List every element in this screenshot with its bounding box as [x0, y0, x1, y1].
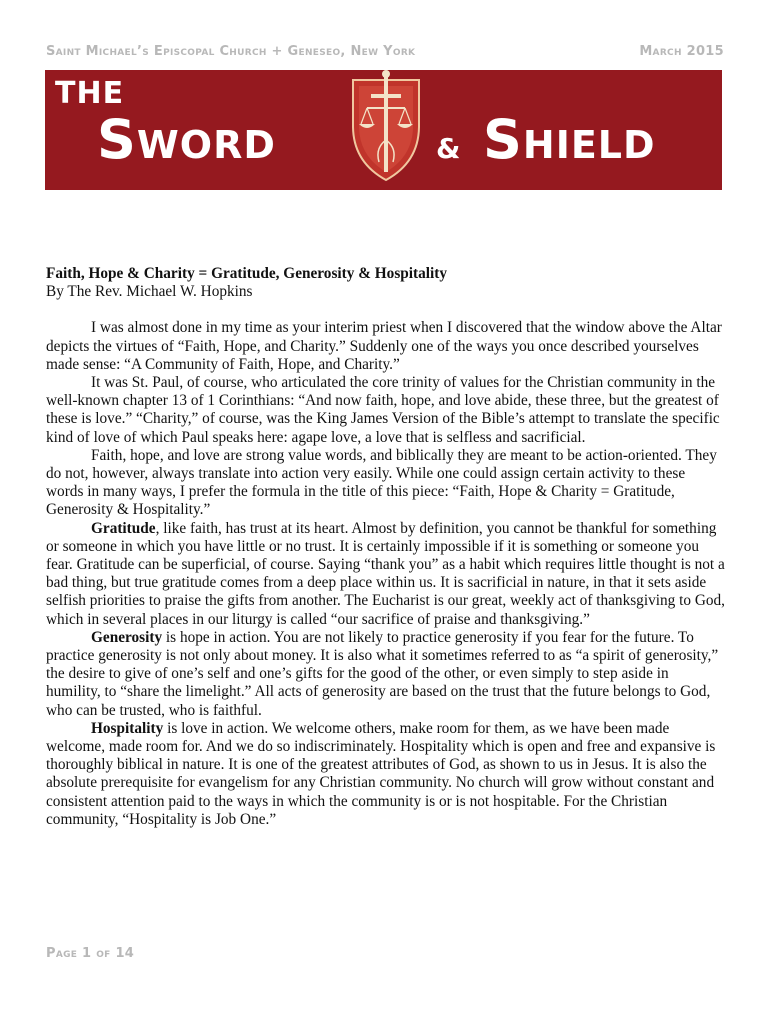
- article-paragraph: [46, 319, 726, 374]
- paragraph-text: , like faith, has trust at its heart. Almost by definition, you cannot be thankful for something or someone in which you have little or no trust. It is certainly impossible if it is something or someone you fear. Gratitude can be superficial, of course. Saying “thank you” as a habit which requires little thought is not a bad thing, but true gratitude comes from a deep place within us. It is sacrificial in nature, in that it sets aside selfish priorities to praise the gifts from another. The Eucharist is our great, weekly act of thanksgiving to God, which in several places in our liturgy is called “our sacrifice of praise and thanksgiving.”: [46, 519, 725, 628]
- paragraph-lead: Generosity: [91, 628, 163, 646]
- issue-date: March 2015: [639, 44, 724, 59]
- masthead-ampersand: &: [436, 132, 461, 165]
- article-paragraph: [46, 447, 726, 520]
- article-title: Faith, Hope & Charity = Gratitude, Generosity & Hospitality: [46, 265, 448, 282]
- page-number: Page 1 of 14: [46, 946, 135, 961]
- church-name: Saint Michael’s Episcopal Church + Geneseo, New York: [46, 44, 416, 59]
- article-paragraph: [46, 374, 726, 447]
- article-paragraph: [46, 629, 726, 720]
- paragraph-text: Faith, hope, and love are strong value words, and biblically they are meant to be action-oriented. They do not, however, always translate into action very easily. While one could assign certain activity to these words in many ways, I prefer the formula in the title of this piece: “Faith, Hope & Charity = Gratitude, Generosity & Hospitality.”: [46, 446, 717, 519]
- article-paragraph: [46, 520, 726, 629]
- article: [46, 265, 726, 829]
- paragraph-text: It was St. Paul, of course, who articulated the core trinity of values for the Christian community in the well-known chapter 13 of 1 Corinthians: “And now faith, hope, and love abide, these three, but the greatest of these is love.” “Charity,” of course, was the King James Version of the Bible’s attempt to translate the specific kind of love of which Paul speaks here: agape love, a love that is selfless and sacrificial.: [46, 374, 720, 446]
- paragraph-text: is love in action. We welcome others, make room for them, as we have been made welcome, made room for. And we do so indiscriminately. Hospitality which is open and free and expansive is thoroughly biblical in nature. It is one of the greatest attributes of God, as shown to us in Jesus. It is also the absolute prerequisite for evangelism for any Christian community. No church will grow without constant and consistent attention paid to the ways in which the community is or is not hospitable. For the Christian community, “Hospitality is Job One.”: [46, 719, 716, 828]
- masthead-sword: Sword: [97, 108, 276, 171]
- paragraph-text: I was almost done in my time as your interim priest when I discovered that the window above the Altar depicts the virtues of “Faith, Hope, and Charity.” Suddenly one of the ways you once described yourselves made sense: “A Community of Faith, Hope, and Charity.”: [46, 319, 722, 373]
- paragraph-lead: Gratitude: [91, 519, 156, 537]
- newsletter-masthead: [45, 70, 722, 190]
- article-byline: By The Rev. Michael W. Hopkins: [46, 283, 253, 301]
- article-paragraph: [46, 720, 726, 829]
- masthead-the: THE: [55, 76, 125, 111]
- running-header: [46, 44, 724, 59]
- paragraph-lead: Hospitality: [91, 719, 164, 737]
- masthead-shield: Shield: [483, 108, 656, 171]
- paragraph-text: is hope in action. You are not likely to practice generosity if you fear for the future. To practice generosity is not only about money. It is also what it sometimes referred to as “a spirit of generosity,” the desire to give of one’s self and one’s gifts for the good of the other, or even simply to step aside in humility, to “share the limelight.” All acts of generosity are based on the trust that the future belongs to God, who can be trusted, who is faithful.: [46, 628, 719, 719]
- sword-and-shield-emblem-icon: [345, 70, 427, 182]
